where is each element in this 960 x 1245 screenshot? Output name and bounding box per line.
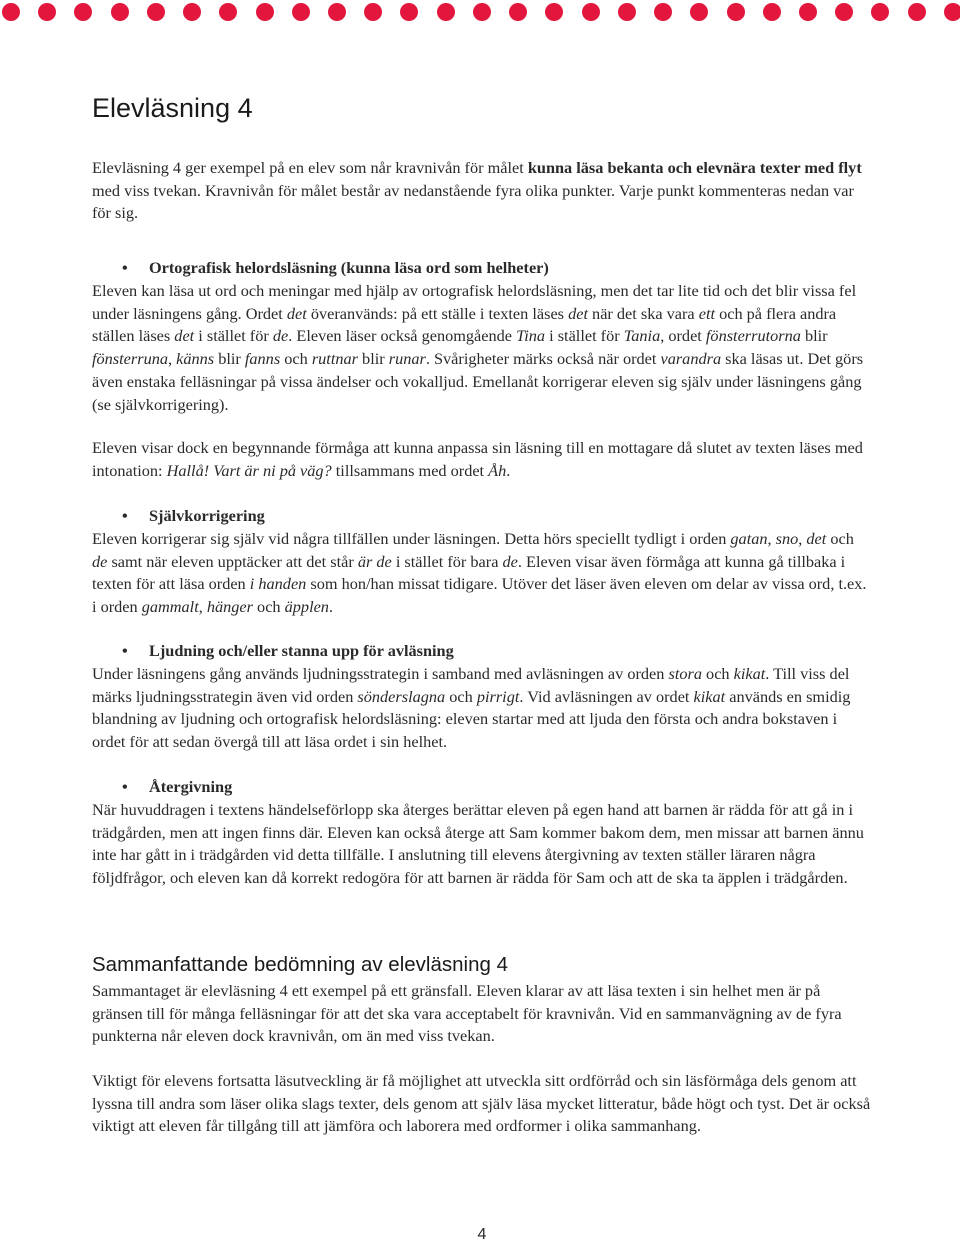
decorative-dot	[908, 3, 926, 21]
decorative-dot	[400, 3, 418, 21]
decorative-dot	[364, 3, 382, 21]
page-number: 4	[477, 1226, 487, 1243]
decorative-dot	[2, 3, 20, 21]
decorative-dot	[545, 3, 563, 21]
section1-paragraph-2: Eleven visar dock en begynnande förmåga att kunna anpassa sin läsning till en mottagare då slutet av texten läses med intonation: Hallå! Vart är ni på väg? tillsammans med ordet Åh.	[92, 438, 863, 480]
decorative-dot	[871, 3, 889, 21]
decorative-dot	[74, 3, 92, 21]
bullet-icon: •	[122, 506, 128, 525]
summary-heading: Sammanfattande bedömning av elevläsning 4	[92, 953, 508, 976]
decorative-dot	[727, 3, 745, 21]
decorative-dot	[38, 3, 56, 21]
decorative-dot	[256, 3, 274, 21]
decorative-dot	[835, 3, 853, 21]
decorative-dot	[111, 3, 129, 21]
decorative-dot	[582, 3, 600, 21]
decorative-dot	[654, 3, 672, 21]
bullet-icon: •	[122, 641, 128, 660]
decorative-dot	[944, 3, 960, 21]
section1-paragraph: Eleven kan läsa ut ord och meningar med hjälp av ortografisk helordsläsning, men det tar lite tid och det blir vissa fel under läsningens gång. Ordet det överanvänds: på ett ställe i texten läses det när det ska vara ett och på flera andra ställen läses det i stället för de. Eleven läser också genomgående Tina i stället för Tania, ordet fönsterrutorna blir fönsterruna, känns blir fanns och ruttnar blir runar. Svårigheter märks också när ordet varandra ska läsas ut. Det görs även enstaka felläsningar på vissa ändelser och vokalljud. Emellanåt korrigerar eleven sig själv under läsningens gång (se självkorrigering).	[92, 281, 864, 414]
decorative-dot-border	[0, 0, 960, 26]
decorative-dot	[690, 3, 708, 21]
decorative-dot	[183, 3, 201, 21]
section2-paragraph: Eleven korrigerar sig själv vid några tillfällen under läsningen. Detta hörs speciellt tydligt i orden gatan, sno, det och de samt när eleven upptäcker att det står är de i stället för bara de. Eleven visar även förmåga att kunna gå tillbaka i texten för att läsa orden i handen som hon/han missat tidigare. Utöver det läser även eleven om delar av vissa ord, t.ex. i orden gammalt, hänger och äpplen.	[92, 529, 867, 617]
section3-paragraph: Under läsningens gång används ljudningsstrategin i samband med avläsningen av orden stora och kikat. Till viss del märks ljudningsstrategin även vid orden sönderslagna och pirrigt. Vid avläsningen av ordet kikat används en smidig blandning av ljudning och ortografisk helordsläsning: eleven startar med att ljuda den första och andra bokstaven i ordet för att sedan övergå till att läsa ordet i sin helhet.	[92, 664, 851, 752]
decorative-dot	[509, 3, 527, 21]
decorative-dot	[292, 3, 310, 21]
bullet-icon: •	[122, 777, 128, 796]
summary-paragraph-1: Sammantaget är elevläsning 4 ett exempel på ett gränsfall. Eleven klarar av att läsa texten i sin helhet men är på gränsen till för många felläsningar för att det ska vara acceptabelt för kravnivån. Vid en sammanvägning av de fyra punkterna når eleven dock kravnivån, om än med viss tvekan.	[92, 981, 842, 1046]
decorative-dot	[437, 3, 455, 21]
decorative-dot	[328, 3, 346, 21]
decorative-dot	[799, 3, 817, 21]
bullet-icon: •	[122, 258, 128, 277]
decorative-dot	[473, 3, 491, 21]
decorative-dot	[219, 3, 237, 21]
decorative-dot	[618, 3, 636, 21]
decorative-dot	[147, 3, 165, 21]
page-title: Elevläsning 4	[92, 93, 253, 123]
summary-paragraph-2: Viktigt för elevens fortsatta läsutveckling är få möjlighet att utveckla sitt ordförråd och sin läsförmåga dels genom att lyssna till andra som läser olika slags texter, dels genom att själv läsa mycket litteratur, både högt och tyst. Det är också viktigt att eleven får tillgång till att jämföra och laborera med ordformer i olika sammanhang.	[92, 1071, 871, 1136]
decorative-dot	[763, 3, 781, 21]
section4-paragraph: När huvuddragen i textens händelseförlopp ska återges berättar eleven på egen hand att barnen är rädda för att gå in i trädgården, men att ingen finns där. Eleven kan också återge att Sam kommer bakom dem, men missar att barnen ännu inte har gått in i trädgården vid detta tillfälle. I anslutning till elevens återgivning av texten ställer läraren några följdfrågor, och eleven kan då korrekt redogöra för att barnen är rädda för Sam och att de ska ta äpplen i trädgården.	[92, 800, 864, 888]
intro-paragraph: Elevläsning 4 ger exempel på en elev som når kravnivån för målet kunna läsa bekanta och elevnära texter med flyt med viss tvekan. Kravnivån för målet består av nedanstående fyra olika punkter. Varje punkt kommenteras nedan var för sig.	[92, 158, 862, 223]
